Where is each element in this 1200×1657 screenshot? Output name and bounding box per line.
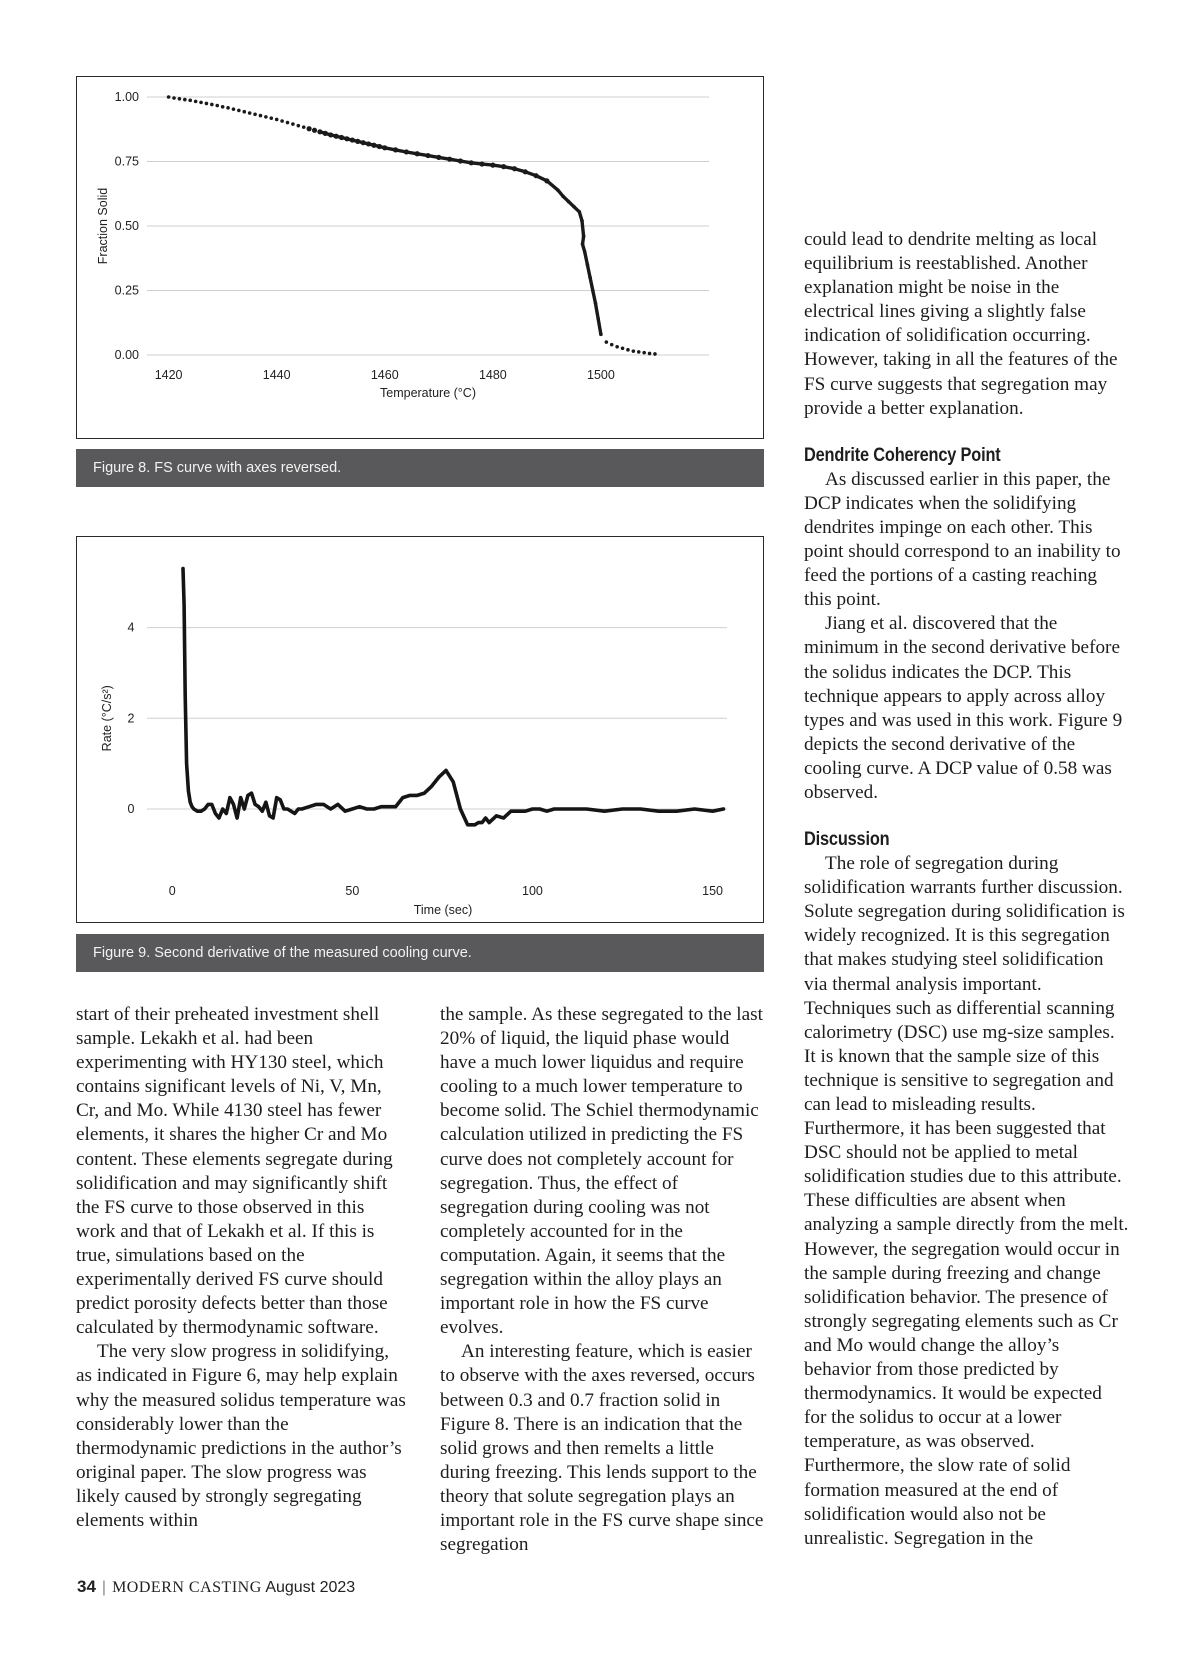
y-tick-label: 4 [127,620,135,635]
data-point [215,104,219,108]
paragraph: could lead to dendrite melting as local equilibrium is reestablished. Another explanation might be noise in the electrical lines giving a slightly false indication of solidification occurring. However, taking in all the features of the FS curve suggests that segregation may provide a better explanation. [804,229,1118,419]
data-point [172,96,176,100]
data-point [642,351,646,355]
section-heading-discussion: Discussion [804,829,890,851]
x-tick-label: 1440 [262,368,291,382]
x-tick-label: 1420 [154,368,183,382]
page-number: 34 [77,1577,96,1596]
text-column-1 [76,1003,406,1533]
figure-9-chart [76,536,764,923]
data-point [167,95,171,99]
y-tick-label: 0 [127,801,135,816]
second-derivative-chart [77,537,765,924]
data-point [264,115,268,119]
data-point [269,116,273,120]
y-tick-label: 0.25 [114,283,139,298]
paragraph: The very slow progress in solidifying, as indicated in Figure 6, may help explain why the measured solidus temperature was considerably lower than the thermodynamic predictions in the author’s original paper. The slow progress was likely caused by strongly segregating elements within [76,1341,406,1531]
y-tick-label: 0.00 [114,348,139,362]
x-axis-label: Temperature (°C) [380,386,476,400]
data-point [226,106,230,110]
y-axis-label: Fraction Solid [96,187,110,265]
x-tick-label: 50 [345,884,360,898]
data-point [205,102,209,106]
data-point [210,103,214,107]
paragraph: An interesting feature, which is easier to observe with the axes reversed, occurs between 0.3 and 0.7 fraction solid in Figure 8. There is an indication that the solid grows and then remelts a little during freezing. This lends support to the theory that solute segregation plays an important role in the FS curve shape since segregation [440,1341,764,1556]
data-point [237,109,241,113]
y-tick-label: 1.00 [114,90,139,104]
x-tick-label: 1460 [370,368,399,382]
data-point [221,105,225,109]
data-point [183,98,187,102]
y-tick-label: 2 [127,711,135,726]
section-heading-dendrite-coherency-point: Dendrite Coherency Point [804,444,1001,466]
paragraph: Jiang et al. discovered that the minimum in the second derivative before the solidus indicates the DCP. This technique appears to apply across alloy types and was used in this work. Figure 9 depicts the second derivative of the cooling curve. A DCP value of 0.58 was observed. [804,613,1123,803]
figure-9-caption: Figure 9. Second derivative of the measured cooling curve. [76,934,764,972]
data-point [248,111,252,115]
data-point [199,101,203,105]
text-column-2 [440,1003,767,1557]
paragraph: As discussed earlier in this paper, the DCP indicates when the solidifying dendrites impinge on each other. This point should correspond to an inability to feed the portions of a casting reaching this point. [804,468,1121,611]
figure-8-chart [76,76,764,439]
issue-date: August 2023 [265,1579,356,1596]
second-derivative-series-line [183,569,723,825]
x-tick-label: 150 [702,884,724,898]
data-point [253,112,257,116]
data-point [632,349,636,353]
y-tick-label: 0.75 [114,154,139,169]
data-point [242,110,246,114]
data-point [232,107,236,111]
paragraph: the sample. As these segregated to the last 20% of liquid, the liquid phase would have a much lower liquidus and require cooling to a much lower temperature to become solid. The Schiel thermodynamic calculation utilized in predicting the FS curve does not completely account for segregation. Thus, the effect of segregation during cooling was not completely accounted for in the computation. Again, it seems that the segregation within the alloy plays an important role in how the FS curve evolves. [440,1004,763,1339]
data-point [610,343,614,347]
figure-8-caption: Figure 8. FS curve with axes reversed. [76,449,764,487]
x-tick-label: 1480 [478,368,507,382]
data-point [312,128,317,133]
y-axis-label: Rate (°C/s²) [100,685,114,752]
y-tick-label: 0.50 [114,219,139,233]
x-axis-label: Time (sec) [413,903,473,917]
data-point [280,119,284,123]
data-point [615,345,619,349]
x-tick-label: 0 [168,884,176,898]
x-tick-label: 1500 [587,368,615,382]
data-point [605,340,609,344]
fs-series-line [320,132,601,335]
page-footer [77,1577,355,1597]
data-point [275,118,279,122]
paragraph: start of their preheated investment shell sample. Lekakh et al. had been experimenting with HY130 steel, which contains significant levels of Ni, V, Mn, Cr, and Mo. While 4130 steel has fewer elements, it shares the higher Cr and Mo content. These elements segregate during solidification and may significantly shift the FS curve to those observed in this work and that of Lekakh et al. If this is true, simulations based on the experimentally derived FS curve should predict porosity defects better than those calculated by thermodynamic software. [76,1004,393,1339]
data-point [621,346,625,350]
data-point [194,100,198,104]
data-point [648,352,652,356]
data-point [286,121,290,125]
data-point [637,350,641,354]
paragraph: The role of segregation during solidification warrants further discussion. Solute segregation during solidification is widely recognized. It is this segregation that makes studying steel solidification via thermal analysis important. Techniques such as differential scanning calorimetry (DSC) use mg-size samples. It is known that the sample size of this technique is sensitive to segregation and can lead to misleading results. Furthermore, it has been suggested that DSC should not be applied to metal solidification studies due to this attribute. These difficulties are absent when analyzing a sample directly from the melt. However, the segregation would occur in the sample during freezing and change solidification behavior. The presence of strongly segregating elements such as Cr and Mo would change the alloy’s behavior from those predicted by thermodynamics. It would be expected for the solidus to occur at a lower temperature, as was observed. Furthermore, the slow rate of solid formation measured at the end of solidification would also not be unrealistic. Segregation in the [804,853,1129,1549]
text-column-3 [804,228,1129,1551]
data-point [626,348,630,352]
fs-curve-chart [77,77,765,440]
data-point [291,122,295,126]
x-tick-label: 100 [522,884,543,898]
data-point [178,97,182,101]
data-point [653,352,657,356]
data-point [297,124,301,128]
publication-name: MODERN CASTING [112,1579,262,1596]
data-point [302,125,306,129]
data-point [188,99,192,103]
footer-separator: | [101,1579,107,1596]
data-point [307,126,312,131]
data-point [259,114,263,118]
